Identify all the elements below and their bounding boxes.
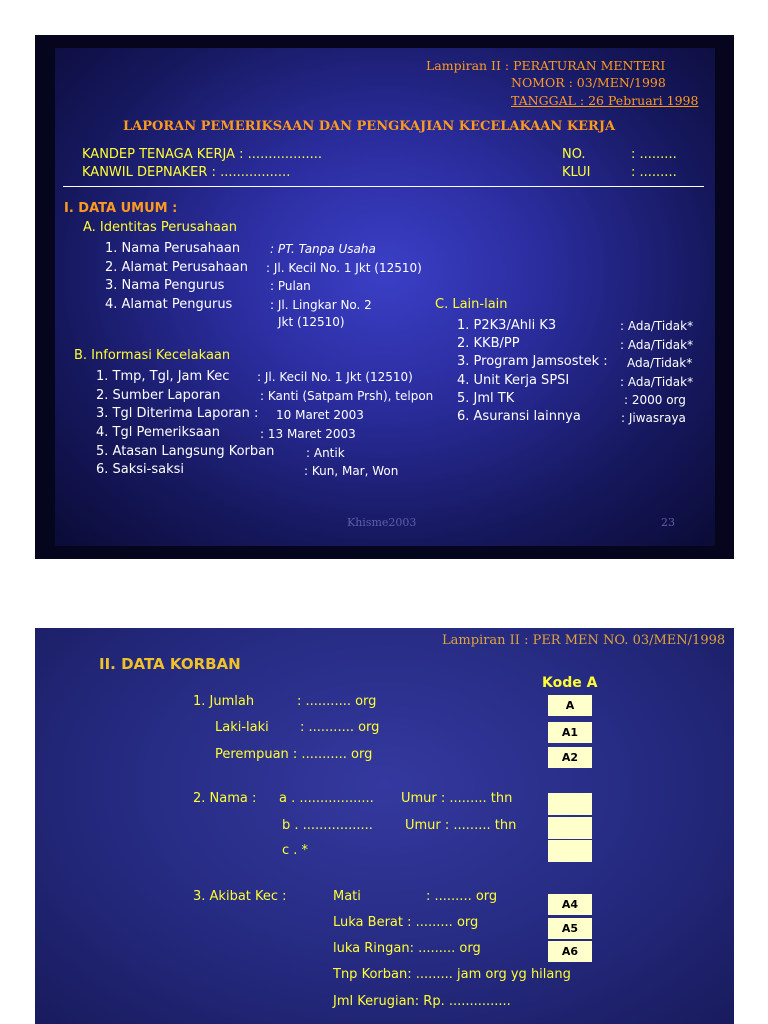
klui-value: : .........: [631, 165, 677, 180]
kode-box-a4: A4: [548, 894, 592, 915]
nama-c: c . *: [282, 843, 309, 858]
section-a-title: A. Identitas Perusahaan: [83, 220, 238, 235]
tnp-korban-field: Tnp Korban: ......... jam org yg hilang: [333, 967, 571, 982]
kandep-field: KANDEP TENAGA KERJA : ..................: [82, 147, 323, 162]
a-item-4-value-2: Jkt (12510): [278, 315, 345, 329]
report-title: LAPORAN PEMERIKSAAN DAN PENGKAJIAN KECELAKAAN KERJA: [123, 119, 616, 134]
kode-box-a6: A6: [548, 941, 592, 962]
nama-b-umur: Umur : ......... thn: [405, 818, 517, 833]
section-b-title: B. Informasi Kecelakaan: [74, 348, 231, 363]
a-item-1-label: 1. Nama Perusahaan: [105, 241, 241, 256]
nama-label: 2. Nama :: [193, 791, 257, 806]
akibat-label: 3. Akibat Kec :: [193, 889, 287, 904]
header-line-2: NOMOR : 03/MEN/1998: [511, 75, 666, 90]
no-label: NO.: [562, 147, 586, 162]
luka-berat-field: Luka Berat : ......... org: [333, 915, 479, 930]
kode-box-a5: A5: [548, 918, 592, 939]
slide-2-header: Lampiran II : PER MEN NO. 03/MEN/1998: [442, 633, 726, 648]
nama-a: a . ..................: [279, 791, 374, 806]
data-korban-title: II. DATA KORBAN: [99, 655, 241, 673]
a-item-3-label: 3. Nama Pengurus: [105, 278, 225, 293]
kode-box-nama-a: [548, 793, 592, 815]
slide-1: [35, 35, 734, 559]
b-item-1-value: : Jl. Kecil No. 1 Jkt (12510): [257, 370, 413, 384]
b-item-3-value: 10 Maret 2003: [276, 408, 364, 422]
laki-laki-label: Laki-laki: [215, 720, 269, 735]
perempuan-field: Perempuan : ........... org: [215, 747, 373, 762]
kode-box-nama-c: [548, 840, 592, 862]
a-item-2-label: 2. Alamat Perusahaan: [105, 260, 248, 275]
b-item-2-label: 2. Sumber Laporan: [96, 388, 221, 403]
section-data-umum: I. DATA UMUM :: [64, 201, 178, 216]
klui-label: KLUI: [562, 165, 591, 180]
b-item-1-label: 1. Tmp, Tgl, Jam Kec: [96, 369, 230, 384]
kanwil-field: KANWIL DEPNAKER : .................: [82, 165, 291, 180]
c-item-1-label: 1. P2K3/Ahli K3: [457, 318, 557, 333]
header-line-1: Lampiran II : PERATURAN MENTERI: [426, 58, 666, 73]
no-value: : .........: [631, 147, 677, 162]
kode-box-nama-b: [548, 817, 592, 839]
b-item-5-label: 5. Atasan Langsung Korban: [96, 444, 275, 459]
c-item-6-value: : Jiwasraya: [621, 411, 686, 425]
mati-label: Mati: [333, 889, 361, 904]
a-item-3-value: : Pulan: [270, 279, 311, 293]
kode-a-title: Kode A: [542, 675, 598, 691]
c-item-5-value: : 2000 org: [624, 393, 686, 407]
b-item-3-label: 3. Tgl Diterima Laporan :: [96, 406, 259, 421]
kode-box-a2: A2: [548, 747, 592, 768]
c-item-6-label: 6. Asuransi lainnya: [457, 409, 581, 424]
a-item-4-value: : Jl. Lingkar No. 2: [270, 298, 372, 312]
c-item-3-value: Ada/Tidak*: [627, 356, 693, 370]
luka-ringan-field: luka Ringan: ......... org: [333, 941, 481, 956]
b-item-6-label: 6. Saksi-saksi: [96, 462, 185, 477]
c-item-4-value: : Ada/Tidak*: [620, 375, 694, 389]
footer-left: Khisme2003: [347, 516, 417, 529]
b-item-2-value: : Kanti (Satpam Prsh), telpon: [260, 389, 434, 403]
footer-page-number: 23: [661, 516, 675, 529]
header-line-3: TANGGAL : 26 Pebruari 1998: [511, 93, 699, 108]
a-item-4-label: 4. Alamat Pengurus: [105, 297, 233, 312]
c-item-4-label: 4. Unit Kerja SPSI: [457, 373, 570, 388]
a-item-1-value: : PT. Tanpa Usaha: [270, 242, 376, 256]
nama-b: b . .................: [282, 818, 373, 833]
jumlah-label: 1. Jumlah: [193, 694, 255, 709]
c-item-5-label: 5. Jml TK: [457, 391, 515, 406]
nama-a-umur: Umur : ......... thn: [401, 791, 513, 806]
slide-2: [35, 628, 734, 1024]
jumlah-value: : ........... org: [297, 694, 377, 709]
c-item-2-label: 2. KKB/PP: [457, 336, 520, 351]
c-item-3-label: 3. Program Jamsostek :: [457, 354, 608, 369]
b-item-6-value: : Kun, Mar, Won: [304, 464, 399, 478]
laki-laki-value: : ........... org: [300, 720, 380, 735]
jml-kerugian-field: Jml Kerugian: Rp. ...............: [333, 994, 511, 1009]
mati-value: : ......... org: [426, 889, 498, 904]
section-c-title: C. Lain-lain: [435, 297, 508, 312]
divider-line: [63, 186, 704, 187]
b-item-5-value: : Antik: [306, 446, 345, 460]
c-item-1-value: : Ada/Tidak*: [620, 319, 694, 333]
kode-box-a1: A1: [548, 722, 592, 743]
kode-box-a: A: [548, 695, 592, 716]
c-item-2-value: : Ada/Tidak*: [620, 338, 694, 352]
b-item-4-label: 4. Tgl Pemeriksaan: [96, 425, 220, 440]
a-item-2-value: : Jl. Kecil No. 1 Jkt (12510): [266, 261, 422, 275]
b-item-4-value: : 13 Maret 2003: [260, 427, 356, 441]
